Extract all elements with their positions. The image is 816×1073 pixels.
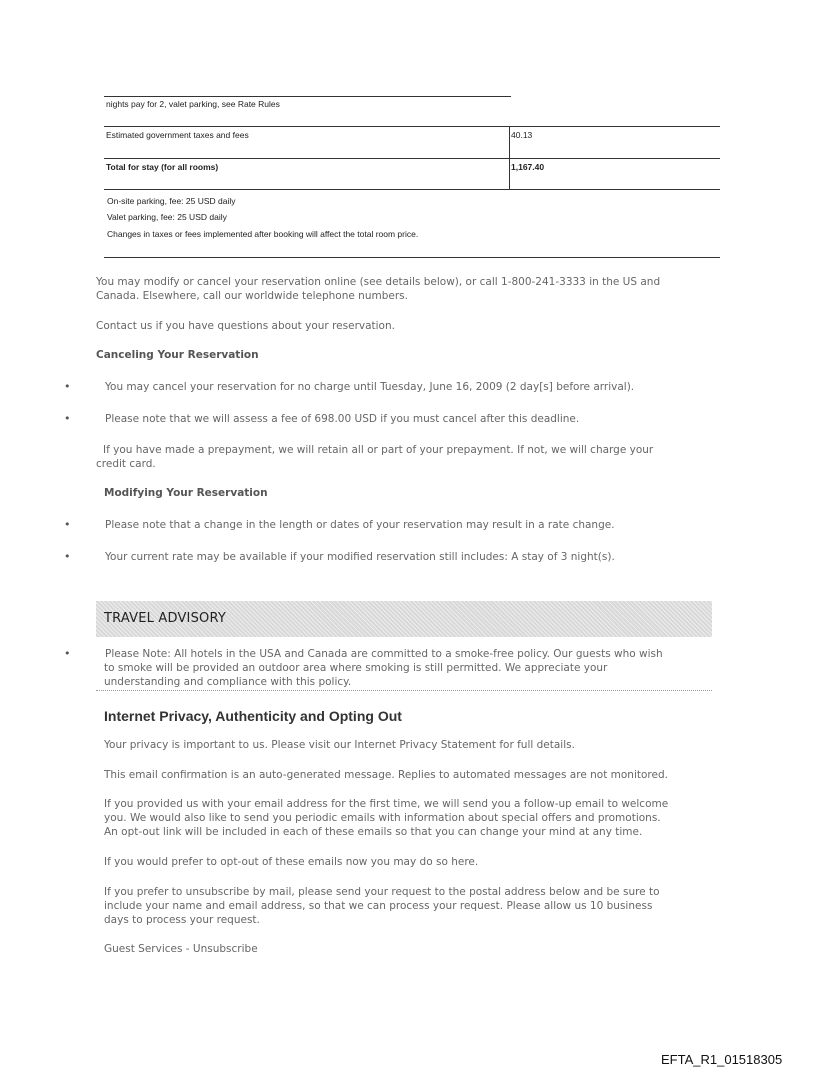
privacy-p3-line-2: you. We would also like to send you periodic emails with information about special offers and promotions. [104, 812, 661, 824]
privacy-p3-line-1: If you provided us with your email address for the first time, we will send you a follow-up email to welcome [104, 798, 669, 810]
privacy-p5-line-3: days to process your request. [104, 914, 260, 926]
bullet-icon: • [64, 550, 71, 563]
rate-table-top-rule [104, 96, 511, 97]
cancel-bullet-2: Please note that we will assess a fee of 698.00 USD if you must cancel after this deadline. [105, 413, 580, 425]
prepay-line-2: credit card. [96, 458, 156, 470]
total-divider [509, 159, 510, 190]
tax-change-note: Changes in taxes or fees implemented after booking will affect the total room price. [107, 229, 419, 239]
notes-bottom-rule [104, 257, 720, 258]
modify-bullet-2: Your current rate may be available if your modified reservation still includes: A stay of 3 night(s). [105, 551, 615, 563]
bullet-icon: • [64, 647, 71, 660]
parking-note: On-site parking, fee: 25 USD daily [107, 196, 236, 206]
privacy-title: Internet Privacy, Authenticity and Opting Out [104, 708, 402, 724]
bullet-icon: • [64, 412, 71, 425]
bullet-icon: • [64, 518, 71, 531]
advisory-line-3: understanding and compliance with this policy. [104, 676, 352, 688]
privacy-p5-line-2: include your name and email address, so that we can process your request. Please allow us 10 business [104, 900, 653, 912]
total-value: 1,167.40 [511, 162, 545, 172]
taxes-divider [509, 127, 510, 158]
privacy-p1: Your privacy is important to us. Please visit our Internet Privacy Statement for full details. [104, 739, 575, 751]
contact-text: Contact us if you have questions about your reservation. [96, 320, 395, 332]
modify-bullet-1: Please note that a change in the length or dates of your reservation may result in a rate change. [105, 519, 615, 531]
taxes-label: Estimated government taxes and fees [106, 130, 249, 140]
rate-note: nights pay for 2, valet parking, see Rate Rules [106, 99, 280, 109]
advisory-line-2: to smoke will be provided an outdoor area where smoking is still permitted. We appreciate your [104, 662, 608, 674]
guest-services-unsubscribe: Guest Services - Unsubscribe [104, 943, 258, 955]
bullet-icon: • [64, 380, 71, 393]
cancel-bullet-1: You may cancel your reservation for no charge until Tuesday, June 16, 2009 (2 day[s] before arrival). [105, 381, 635, 393]
advisory-line-1: Please Note: All hotels in the USA and Canada are committed to a smoke-free policy. Our guests who wish [105, 648, 663, 660]
prepay-line-1: If you have made a prepayment, we will retain all or part of your prepayment. If not, we will charge your [103, 444, 654, 456]
modify-line-1: You may modify or cancel your reservation online (see details below), or call 1-800-241-3333 in the US and [96, 276, 661, 288]
advisory-divider [96, 690, 712, 691]
valet-note: Valet parking, fee: 25 USD daily [107, 212, 227, 222]
privacy-p5-line-1: If you prefer to unsubscribe by mail, please send your request to the postal address below and be sure to [104, 886, 660, 898]
privacy-p4[interactable]: If you would prefer to opt-out of these emails now you may do so here. [104, 856, 479, 868]
canceling-heading: Canceling Your Reservation [96, 349, 259, 361]
travel-advisory-banner [96, 601, 712, 637]
document-id: EFTA_R1_01518305 [661, 1052, 783, 1067]
modify-line-2: Canada. Elsewhere, call our worldwide telephone numbers. [96, 290, 408, 302]
total-row-top-rule [104, 158, 720, 159]
total-label: Total for stay (for all rooms) [106, 162, 219, 172]
taxes-value: 40.13 [511, 130, 533, 140]
travel-advisory-title: TRAVEL ADVISORY [104, 611, 227, 626]
privacy-p2: This email confirmation is an auto-generated message. Replies to automated messages are not monitored. [104, 769, 668, 781]
taxes-row-top-rule [104, 126, 720, 127]
privacy-p3-line-3: An opt-out link will be included in each of these emails so that you can change your mind at any time. [104, 826, 643, 838]
modifying-heading: Modifying Your Reservation [104, 487, 268, 499]
notes-top-rule [104, 189, 720, 190]
